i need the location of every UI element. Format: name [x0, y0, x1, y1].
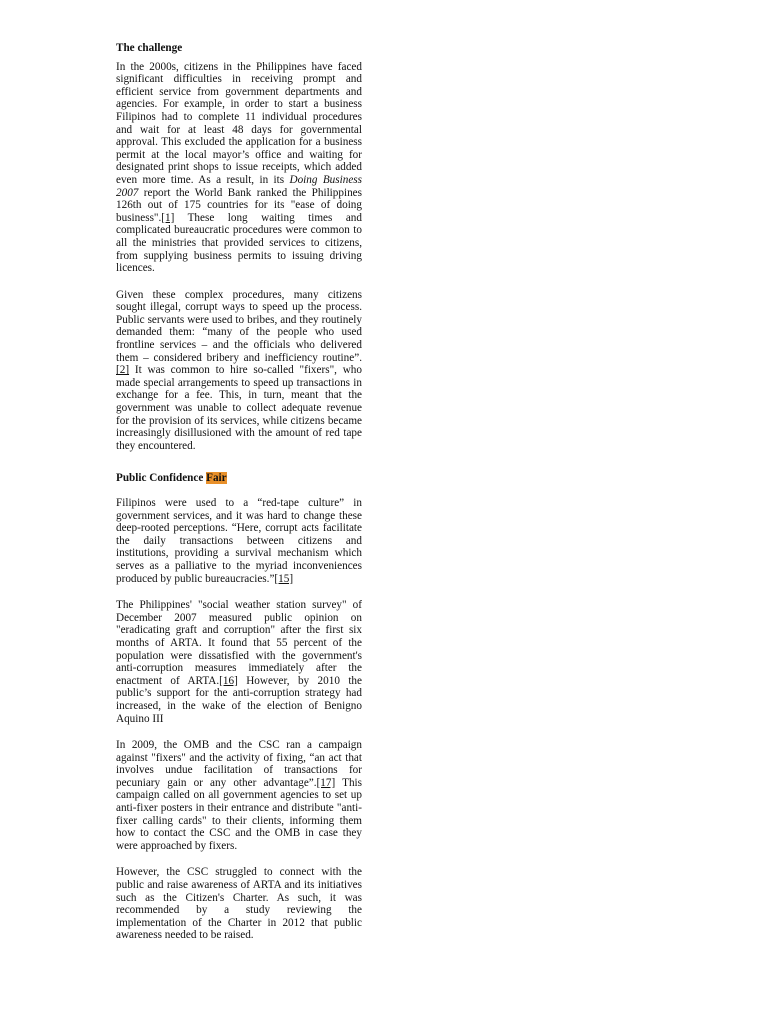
- text-segment: Filipinos were used to a “red-tape culture” in government services, and it was hard to change these deep-rooted perceptions. “Here, corrupt acts facilitate the daily transactions between citizens and institutions, providing a survival mechanism which serves as a palliative to the myriad inconveniences produced by public bureaucracies.”: [116, 497, 362, 585]
- section-heading-confidence: [116, 472, 362, 485]
- paragraph-confidence-1: [116, 497, 362, 585]
- text-segment: Given these complex procedures, many citizens sought illegal, corrupt ways to speed up the process. Public servants were used to bribes, and they routinely demanded them: “many of the people who used frontline services – and the officials who delivered them – considered bribery and inefficiency routine”.: [116, 288, 362, 364]
- paragraph-challenge-1: [116, 61, 362, 275]
- text-segment: It was common to hire so-called "fixers", who made special arrangements to speed up transactions in exchange for a fee. This, in turn, meant that the government was unable to collect adequate revenue for the provision of its services, while citizens became increasingly disillusioned with the amount of red tape they encountered.: [116, 364, 362, 452]
- rating-badge: Fair: [206, 472, 227, 485]
- paragraph-confidence-2: [116, 599, 362, 725]
- section-heading-challenge: The challenge: [116, 42, 183, 54]
- text-segment: However, the CSC struggled to connect with the public and raise awareness of ARTA and its initiatives such as the Citizen's Charter. As such, it was recommended by a study reviewing the implementation of the Charter in 2012 that public awareness needed to be raised.: [116, 866, 362, 942]
- footnote-link-1[interactable]: [1]: [161, 211, 175, 224]
- paragraph-confidence-4: [116, 866, 362, 942]
- text-segment: These long waiting times and complicated bureaucratic procedures were common to all the ministries that provided services to citizens, from supplying business permits to issuing driving licences.: [116, 211, 362, 275]
- report-title-italic: Doing Business 2007: [116, 173, 362, 199]
- footnote-link-16[interactable]: [16]: [219, 674, 238, 687]
- text-segment: report the World Bank ranked the Philippines 126th out of 175 countries for its "ease of doing business".: [116, 186, 362, 224]
- footnote-link-2[interactable]: [2]: [116, 364, 130, 377]
- paragraph-confidence-3: [116, 739, 362, 852]
- text-segment: In 2009, the OMB and the CSC ran a campaign against "fixers" and the activity of fixing, “an act that involves undue facilitation of transactions for pecuniary gain or any other advantage”.: [116, 739, 362, 789]
- text-segment: This campaign called on all government agencies to set up anti-fixer posters in their entrance and distribute "anti-fixer calling cards" to their clients, informing them how to contact the CSC and the OMB in case they were approached by fixers.: [116, 776, 362, 852]
- paragraph-challenge-2: [116, 289, 362, 453]
- section-heading-label: Public Confidence: [116, 472, 204, 485]
- footnote-link-17[interactable]: [17]: [316, 776, 336, 789]
- text-segment: The Philippines' "social weather station survey" of December 2007 measured public opinion on "eradicating graft and corruption" after the first six months of ARTA. It found that 55 percent of the population were dissatisfied with the government's anti-corruption measures immediately after the enactment of ARTA.: [116, 599, 362, 687]
- text-segment: In the 2000s, citizens in the Philippines have faced significant difficulties in receiving prompt and efficient service from government departments and agencies. For example, in order to start a business Filipinos had to complete 11 individual procedures and wait for at least 48 days for governmental approval. This excluded the application for a business permit at the local mayor’s office and waiting for designated print shops to issue receipts, which added even more time. As a result, in its: [116, 60, 362, 186]
- footnote-link-15[interactable]: [15]: [274, 572, 294, 585]
- document-column: [116, 42, 362, 956]
- text-segment: However, by 2010 the public’s support for the anti-corruption strategy had increased, in the wake of the election of Benigno Aquino III: [116, 674, 362, 725]
